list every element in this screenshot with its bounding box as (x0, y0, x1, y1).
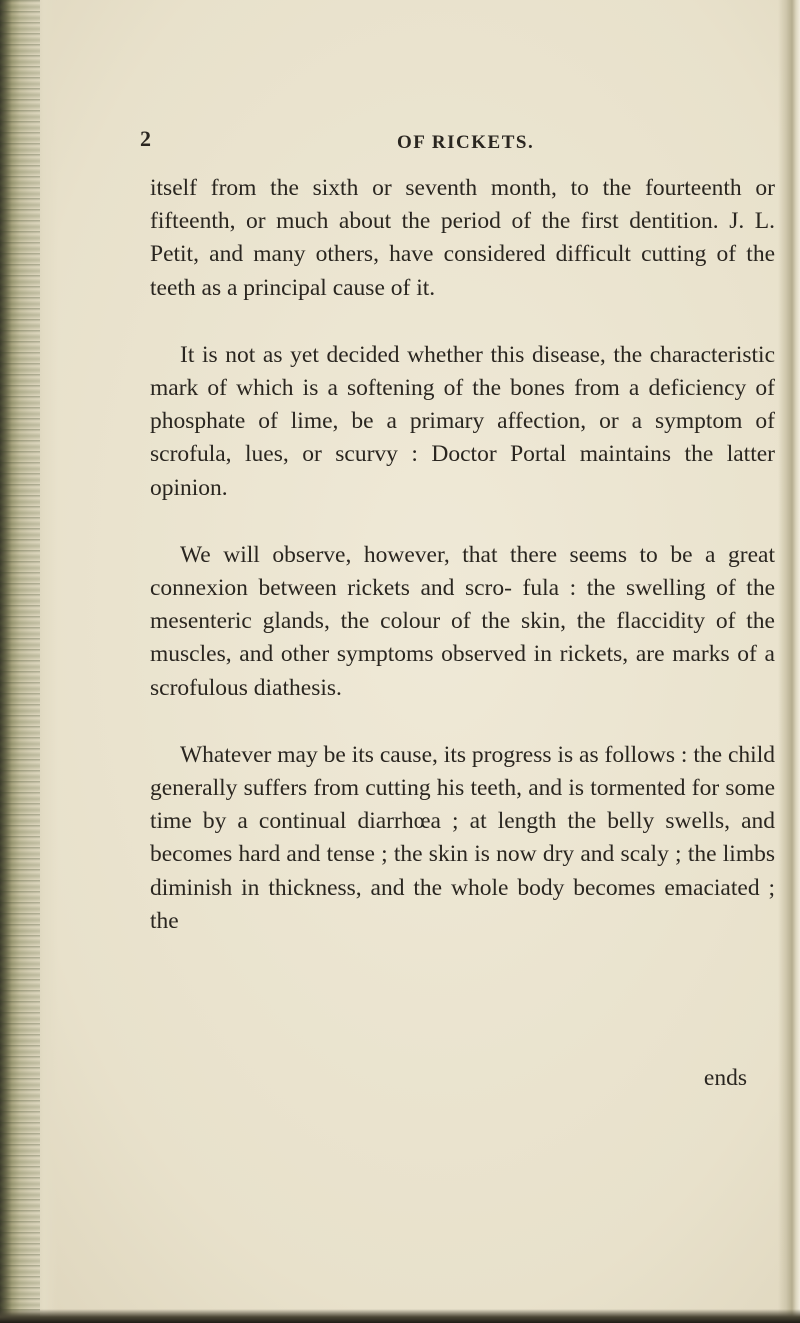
page-edge-bottom (0, 1309, 800, 1323)
running-head: OF RICKETS. (397, 132, 535, 153)
paragraph-4: Whatever may be its cause, its progress is as follows : the child generally suffers from cutting his teeth, and is tormented for some time by a continual diarrhœa ; at length the belly swells, and becomes hard and tense ; the skin is now dry and scaly ; the limbs diminish in thickness, and the whole body becomes emaciated ; the (150, 741, 775, 934)
catchword: ends (703, 1065, 747, 1091)
page-number: 2 (140, 126, 151, 151)
paragraph-1: itself from the sixth or seventh month, to the fourteenth or fifteenth, or much about the period of the first dentition. J. L. Petit, and many others, have considered difficult cutting of the teeth as a principal cause of it. (150, 175, 775, 301)
paragraph-3: We will observe, however, that there seems to be a great connexion between rickets and scro- fula : the swelling of the mesenteric glands, the colour of the skin, the flaccidity of the muscles, and other symptoms observed in rickets, are marks of a scrofulous diathesis. (150, 541, 775, 701)
body-text (150, 172, 775, 938)
binding-gutter (0, 0, 58, 1323)
page-edge-right (778, 0, 800, 1323)
paragraph-2: It is not as yet decided whether this disease, the characteristic mark of which is a softening of the bones from a deficiency of phosphate of lime, be a primary affection, or a symptom of scrofula, lues, or scurvy : Doctor Portal maintains the latter opinion. (150, 341, 775, 501)
